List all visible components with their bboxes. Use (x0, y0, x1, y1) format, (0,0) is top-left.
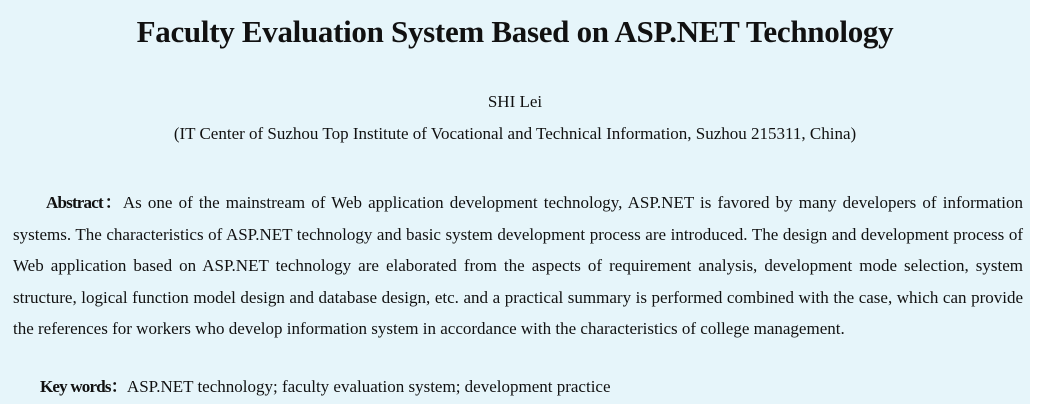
author-name: SHI Lei (487, 92, 543, 111)
abstract-paragraph (13, 187, 1023, 345)
abstract-label: Abstract： (46, 193, 123, 212)
abstract-text: As one of the mainstream of Web application development technology, ASP.NET is favored by many developers of information systems. The characteristics of ASP.NET technology and basic system development process are introduced. The design and development process of Web application based on ASP.NET technology are elaborated from the aspects of requirement analysis, development mode selection, system structure, logical function model design and database design, etc. and a practical summary is performed combined with the case, which can provide the references for workers who develop information system in accordance with the characteristics of college management. (13, 193, 1023, 338)
keywords-label: Key words： (40, 377, 127, 396)
keywords-text: ASP.NET technology; faculty evaluation system; development practice (126, 377, 611, 396)
keywords-line (40, 377, 1020, 397)
author-affiliation: (IT Center of Suzhou Top Institute of Vocational and Technical Information, Suzhou 215311, China) (173, 124, 857, 143)
paper-title: Faculty Evaluation System Based on ASP.NET Technology (136, 14, 894, 49)
